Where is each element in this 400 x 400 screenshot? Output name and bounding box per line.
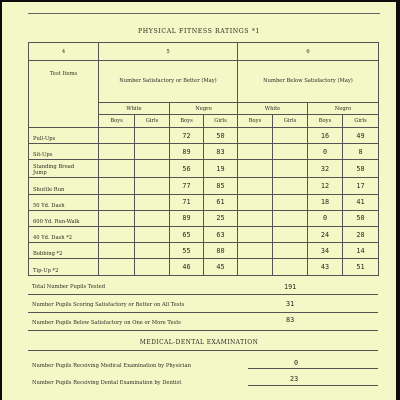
below-negro-girls-header: Girls	[343, 115, 379, 128]
table-cell-empty	[99, 144, 135, 160]
table-cell-empty	[273, 194, 308, 210]
table-cell-empty	[273, 259, 308, 275]
top-rule	[28, 13, 380, 14]
table-cell-below-negro-boys: 43	[308, 259, 343, 275]
table-cell-empty	[238, 259, 273, 275]
table-cell-sat-negro-boys: 89	[170, 210, 204, 226]
table-cell-empty	[135, 259, 170, 275]
test-items-label: Test Items	[49, 71, 78, 77]
table-cell-sat-negro-boys: 46	[170, 259, 204, 275]
medical-dental-title: MEDICAL-DENTAL EXAMINATION	[139, 339, 259, 346]
sat-white-girls-header: Girls	[135, 115, 170, 128]
sat-white-header: White	[99, 103, 170, 115]
table-cell-below-negro-girls: 49	[343, 128, 379, 144]
column-number-4: 4	[29, 43, 99, 61]
summary-value: 191	[284, 283, 297, 291]
table-row	[29, 144, 379, 160]
satisfactory-header: Number Satisfactory or Better (May)	[99, 61, 238, 103]
test-item-label: 600 Yd. Run-Walk	[29, 210, 99, 226]
table-cell-empty	[238, 226, 273, 242]
table-cell-below-negro-girls: 28	[343, 226, 379, 242]
test-item-label: Bobbing *2	[29, 243, 99, 259]
test-item-label: 50 Yd. Dash	[29, 194, 99, 210]
summary-label: Number Pupils Scoring Satisfactory or Better on All Tests	[32, 302, 185, 308]
table-cell-below-negro-boys: 0	[308, 210, 343, 226]
sat-white-boys-header: Boys	[99, 115, 135, 128]
table-row	[29, 194, 379, 210]
table-cell-empty	[135, 194, 170, 210]
test-item-label: Standing Broad Jump	[29, 160, 99, 178]
column-number-row	[29, 43, 379, 61]
column-number-5: 5	[99, 43, 238, 61]
table-cell-empty	[238, 128, 273, 144]
column-number-6: 6	[238, 43, 379, 61]
sat-negro-girls-header: Girls	[204, 115, 238, 128]
table-cell-sat-negro-girls: 50	[204, 128, 238, 144]
table-cell-sat-negro-girls: 80	[204, 243, 238, 259]
table-row	[29, 128, 379, 144]
test-item-label: Tip-Up *2	[29, 259, 99, 275]
table-cell-empty	[238, 243, 273, 259]
table-cell-empty	[99, 194, 135, 210]
sat-negro-header: Negro	[170, 103, 238, 115]
table-cell-empty	[238, 194, 273, 210]
table-cell-below-negro-boys: 16	[308, 128, 343, 144]
table-cell-sat-negro-boys: 72	[170, 128, 204, 144]
document-page	[2, 2, 396, 400]
table-cell-sat-negro-girls: 19	[204, 160, 238, 178]
dental-label: Number Pupils Receiving Dental Examination by Dentist	[32, 380, 182, 386]
table-row	[29, 178, 379, 194]
table-cell-empty	[273, 210, 308, 226]
below-negro-header: Negro	[308, 103, 379, 115]
below-satisfactory-header: Number Below Satisfactory (May)	[238, 61, 379, 103]
table-row	[29, 160, 379, 178]
test-item-label: 40 Yd. Dash *2	[29, 226, 99, 242]
table-cell-below-negro-girls: 14	[343, 243, 379, 259]
data-rows	[29, 128, 379, 276]
table-cell-empty	[135, 226, 170, 242]
table-cell-sat-negro-boys: 89	[170, 144, 204, 160]
table-cell-empty	[238, 160, 273, 178]
summary-value: 83	[286, 316, 295, 324]
table-cell-sat-negro-boys: 56	[170, 160, 204, 178]
test-item-label: Shuttle Run	[29, 178, 99, 194]
table-cell-empty	[273, 128, 308, 144]
summary-label: Number Pupils Below Satisfactory on One or More Tests	[32, 320, 181, 326]
table-cell-empty	[135, 210, 170, 226]
medical-value-line	[248, 368, 378, 369]
table-cell-sat-negro-girls: 45	[204, 259, 238, 275]
medical-row	[32, 363, 191, 369]
table-cell-empty	[273, 160, 308, 178]
table-cell-below-negro-girls: 41	[343, 194, 379, 210]
table-cell-empty	[238, 144, 273, 160]
summary-label: Total Number Pupils Tested	[32, 284, 106, 290]
test-item-label: Sit-Ups	[29, 144, 99, 160]
table-cell-empty	[273, 178, 308, 194]
dental-row	[32, 380, 181, 386]
table-cell-below-negro-boys: 18	[308, 194, 343, 210]
table-cell-empty	[135, 160, 170, 178]
table-row	[29, 226, 379, 242]
table-cell-below-negro-girls: 8	[343, 144, 379, 160]
table-cell-empty	[99, 259, 135, 275]
medical-value: 0	[294, 359, 299, 367]
below-negro-boys-header: Boys	[308, 115, 343, 128]
table-cell-empty	[273, 243, 308, 259]
medical-label: Number Pupils Receiving Medical Examination by Physician	[32, 363, 191, 369]
summary-value: 31	[286, 300, 295, 308]
table-cell-sat-negro-boys: 65	[170, 226, 204, 242]
table-cell-sat-negro-boys: 55	[170, 243, 204, 259]
table-cell-below-negro-boys: 12	[308, 178, 343, 194]
test-items-header	[29, 61, 99, 128]
table-row	[29, 210, 379, 226]
dental-value: 23	[290, 375, 299, 383]
table-cell-empty	[238, 178, 273, 194]
table-cell-below-negro-girls: 50	[343, 210, 379, 226]
table-cell-empty	[99, 210, 135, 226]
fitness-ratings-table	[28, 42, 379, 276]
table-cell-sat-negro-girls: 83	[204, 144, 238, 160]
table-cell-below-negro-girls: 17	[343, 178, 379, 194]
table-cell-empty	[135, 144, 170, 160]
table-cell-below-negro-girls: 58	[343, 160, 379, 178]
table-cell-sat-negro-girls: 63	[204, 226, 238, 242]
table-cell-empty	[99, 128, 135, 144]
table-cell-below-negro-boys: 24	[308, 226, 343, 242]
table-cell-empty	[99, 160, 135, 178]
table-cell-sat-negro-girls: 25	[204, 210, 238, 226]
table-cell-below-negro-boys: 34	[308, 243, 343, 259]
summary-rule	[28, 312, 378, 313]
below-white-header: White	[238, 103, 308, 115]
table-cell-sat-negro-girls: 85	[204, 178, 238, 194]
table-cell-empty	[273, 144, 308, 160]
test-item-label: Pull-Ups	[29, 128, 99, 144]
table-cell-empty	[135, 128, 170, 144]
table-row	[29, 259, 379, 275]
below-white-girls-header: Girls	[273, 115, 308, 128]
table-cell-sat-negro-boys: 77	[170, 178, 204, 194]
page-title: PHYSICAL FITNESS RATINGS *1	[138, 28, 260, 35]
below-white-boys-header: Boys	[238, 115, 273, 128]
table-cell-empty	[99, 178, 135, 194]
table-cell-sat-negro-girls: 61	[204, 194, 238, 210]
table-cell-below-negro-girls: 51	[343, 259, 379, 275]
table-cell-sat-negro-boys: 71	[170, 194, 204, 210]
table-row	[29, 243, 379, 259]
table-cell-empty	[99, 226, 135, 242]
table-cell-empty	[238, 210, 273, 226]
dental-value-line	[248, 385, 378, 386]
header-row	[29, 61, 379, 103]
table-cell-empty	[273, 226, 308, 242]
table-cell-below-negro-boys: 32	[308, 160, 343, 178]
table-cell-empty	[135, 243, 170, 259]
table-cell-empty	[99, 243, 135, 259]
summary-rule	[28, 330, 378, 331]
sat-negro-boys-header: Boys	[170, 115, 204, 128]
table-cell-below-negro-boys: 0	[308, 144, 343, 160]
table-cell-empty	[135, 178, 170, 194]
summary-rule	[28, 294, 378, 295]
medical-rule	[28, 350, 378, 351]
